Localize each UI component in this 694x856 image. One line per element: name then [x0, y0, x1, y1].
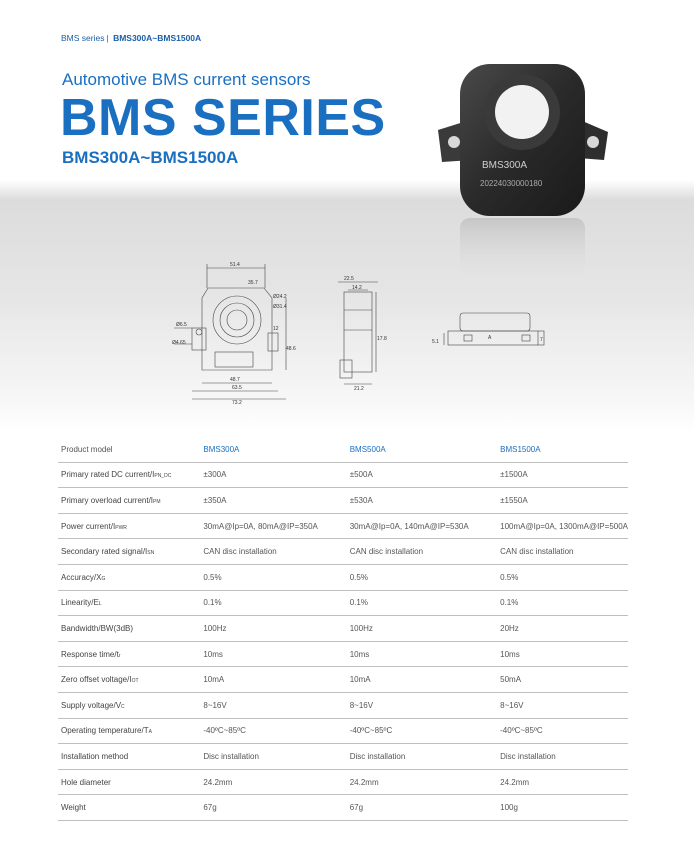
- row-value-model-2: 30mA@Ip=0A, 140mA@IP=530A: [347, 513, 497, 539]
- dim-17-8: 17.8: [377, 336, 387, 342]
- row-value-model-2: 10mA: [347, 667, 497, 693]
- row-value-model-2: Disc installation: [347, 744, 497, 770]
- row-param-label: [58, 462, 200, 488]
- param-subscript: PWR: [115, 524, 127, 531]
- dim-mount-hole-2: Ø4.65: [172, 340, 186, 346]
- table-header-row: [58, 437, 628, 462]
- row-value-model-2: 0.1%: [347, 590, 497, 616]
- row-value-model-3: 10ms: [497, 641, 628, 667]
- dim-7: 7: [540, 337, 543, 343]
- row-value-model-2: ±530A: [347, 488, 497, 514]
- table-row: [58, 590, 628, 616]
- page-title: BMS SERIES: [60, 89, 386, 147]
- param-label-text: Primary rated DC current/I: [61, 470, 155, 480]
- table-row: [58, 462, 628, 488]
- param-label-text: Supply voltage/V: [61, 700, 122, 710]
- row-param-label: [58, 667, 200, 693]
- row-value-model-2: CAN disc installation: [347, 539, 497, 565]
- param-label-text: Weight: [61, 803, 86, 813]
- row-value-model-3: 8~16V: [497, 692, 628, 718]
- dim-63-5: 63.5: [232, 385, 242, 391]
- row-param-label: [58, 564, 200, 590]
- row-value-model-1: 8~16V: [200, 692, 346, 718]
- row-value-model-2: 10ms: [347, 641, 497, 667]
- table-row: [58, 769, 628, 795]
- dim-73-2: 73.2: [232, 400, 242, 406]
- dim-width-top: 51.4: [230, 262, 240, 268]
- param-subscript: SN: [147, 550, 155, 557]
- dim-48-7: 48.7: [230, 377, 240, 383]
- row-param-label: [58, 795, 200, 821]
- table-row: [58, 795, 628, 821]
- row-value-model-1: -40ºC~85ºC: [200, 718, 346, 744]
- param-subscript: A: [148, 729, 152, 736]
- row-value-model-1: 0.5%: [200, 564, 346, 590]
- row-value-model-1: ±350A: [200, 488, 346, 514]
- row-value-model-3: ±1550A: [497, 488, 628, 514]
- param-subscript: r: [118, 652, 121, 659]
- row-value-model-1: 30mA@Ip=0A, 80mA@IP=350A: [200, 513, 346, 539]
- row-value-model-1: 100Hz: [200, 616, 346, 642]
- row-value-model-1: ±300A: [200, 462, 346, 488]
- table-row: [58, 667, 628, 693]
- row-value-model-2: 67g: [347, 795, 497, 821]
- param-label-text: Bandwidth/BW(3dB): [61, 623, 134, 633]
- dim-angle: 35.7: [248, 280, 258, 286]
- param-subscript: G: [101, 575, 106, 582]
- row-param-label: [58, 718, 200, 744]
- param-label-text: Primary overload current/I: [61, 495, 154, 505]
- param-subscript: OT: [131, 678, 139, 685]
- header-param: Product model: [58, 437, 200, 462]
- header-model-1: BMS300A: [200, 437, 346, 462]
- param-label-text: Linearity/E: [61, 598, 99, 608]
- model-range: BMS300A~BMS1500A: [62, 148, 239, 167]
- row-param-label: [58, 744, 200, 770]
- front-view-drawing: [160, 258, 310, 408]
- table-row: [58, 744, 628, 770]
- dim-mount-hole: Ø6.5: [176, 322, 187, 328]
- row-value-model-3: 20Hz: [497, 616, 628, 642]
- row-value-model-3: 100g: [497, 795, 628, 821]
- row-value-model-3: 50mA: [497, 667, 628, 693]
- dim-5-1: 5.1: [432, 339, 439, 345]
- row-value-model-2: ±500A: [347, 462, 497, 488]
- dim-14-2: 14.2: [352, 285, 362, 291]
- table-row: [58, 692, 628, 718]
- row-value-model-1: 0.1%: [200, 590, 346, 616]
- photo-serial: 20224030000180: [480, 179, 543, 188]
- row-value-model-2: 100Hz: [347, 616, 497, 642]
- param-label-text: Hole diameter: [61, 777, 111, 787]
- product-photo: [430, 50, 620, 280]
- row-param-label: [58, 590, 200, 616]
- header-model-2: BMS500A: [347, 437, 497, 462]
- side-view-drawing: [330, 270, 390, 395]
- row-value-model-2: -40ºC~85ºC: [347, 718, 497, 744]
- param-subscript: C: [121, 703, 125, 710]
- row-param-label: [58, 488, 200, 514]
- breadcrumb-current: BMS300A~BMS1500A: [113, 33, 202, 43]
- table-row: [58, 539, 628, 565]
- row-value-model-3: ±1500A: [497, 462, 628, 488]
- row-value-model-3: CAN disc installation: [497, 539, 628, 565]
- param-label-text: Installation method: [61, 751, 129, 761]
- dim-hole-inner: Ø24.2: [273, 294, 287, 300]
- dim-22-5: 22.5: [344, 276, 354, 282]
- param-label-text: Accuracy/X: [61, 572, 102, 582]
- row-value-model-2: 8~16V: [347, 692, 497, 718]
- breadcrumb: [61, 33, 201, 43]
- param-label-text: Response time/t: [61, 649, 119, 659]
- row-value-model-1: 24.2mm: [200, 769, 346, 795]
- row-value-model-1: 10ms: [200, 641, 346, 667]
- param-label-text: Secondary rated signal/I: [61, 547, 148, 557]
- row-param-label: [58, 641, 200, 667]
- table-row: [58, 488, 628, 514]
- row-param-label: [58, 616, 200, 642]
- breadcrumb-section[interactable]: BMS series: [61, 33, 105, 43]
- table-row: [58, 564, 628, 590]
- photo-label: BMS300A: [482, 160, 528, 171]
- spec-table: [58, 437, 628, 821]
- row-value-model-3: 0.1%: [497, 590, 628, 616]
- header-model-3: BMS1500A: [497, 437, 628, 462]
- param-subscript: PM: [153, 498, 161, 505]
- param-label-text: Zero offset voltage/I: [61, 675, 132, 685]
- row-param-label: [58, 539, 200, 565]
- row-param-label: [58, 769, 200, 795]
- row-param-label: [58, 513, 200, 539]
- param-subscript: PN_DC: [154, 473, 172, 480]
- row-param-label: [58, 692, 200, 718]
- row-value-model-3: -40ºC~85ºC: [497, 718, 628, 744]
- breadcrumb-separator: |: [106, 33, 109, 43]
- table-row: [58, 718, 628, 744]
- dim-21-2: 21.2: [354, 386, 364, 392]
- table-row: [58, 641, 628, 667]
- row-value-model-2: 24.2mm: [347, 769, 497, 795]
- page-subtitle: Automotive BMS current sensors: [62, 70, 311, 89]
- table-row: [58, 513, 628, 539]
- row-value-model-3: 24.2mm: [497, 769, 628, 795]
- row-value-model-3: Disc installation: [497, 744, 628, 770]
- row-value-model-1: 67g: [200, 795, 346, 821]
- row-value-model-1: 10mA: [200, 667, 346, 693]
- table-row: [58, 616, 628, 642]
- param-label-text: Power current/I: [61, 521, 116, 531]
- sensor-hole: [495, 85, 549, 139]
- dim-12: 12: [273, 326, 279, 332]
- param-label-text: Operating temperature/T: [61, 726, 149, 736]
- row-value-model-1: CAN disc installation: [200, 539, 346, 565]
- param-subscript: L: [98, 601, 102, 608]
- row-value-model-3: 0.5%: [497, 564, 628, 590]
- dim-height: 48.6: [286, 346, 296, 352]
- bottom-view-drawing: [430, 305, 550, 360]
- row-value-model-1: Disc installation: [200, 744, 346, 770]
- row-value-model-3: 100mA@Ip=0A, 1300mA@IP=500A: [497, 513, 628, 539]
- dim-hole-outer: Ø31.4: [273, 304, 287, 310]
- row-value-model-2: 0.5%: [347, 564, 497, 590]
- dim-a: A: [488, 335, 492, 341]
